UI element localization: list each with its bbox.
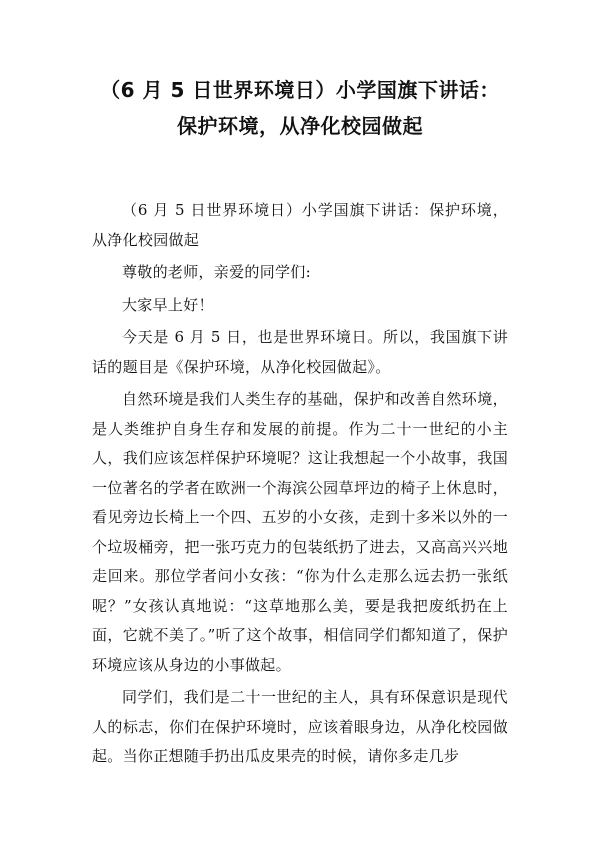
paragraph-salutation: 尊敬的老师，亲爱的同学们: bbox=[122, 263, 311, 281]
document-body bbox=[92, 196, 508, 772]
paragraph-topic: 今天是 6 月 5 日，也是世界环境日。所以，我国旗下讲话的题目是《保护环境，从净化校园做起》。 bbox=[92, 328, 508, 376]
document-title bbox=[92, 72, 508, 144]
title-line-1: （6 月 5 日世界环境日）小学国旗下讲话： bbox=[100, 78, 500, 102]
paragraph-subtitle: （6 月 5 日世界环境日）小学国旗下讲话：保护环境，从净化校园做起 bbox=[92, 201, 508, 249]
title-line-2: 保护环境，从净化校园做起 bbox=[177, 114, 423, 138]
paragraph-greeting: 大家早上好！ bbox=[122, 295, 214, 314]
paragraph-call-to-action: 同学们，我们是二十一世纪的主人，具有环保意识是现代人的标志，你们在保护环境时，应该着眼身边，从净化校园做起。当你正想随手扔出瓜皮果壳的时候，请你多走几步 bbox=[92, 688, 508, 765]
paragraph-story: 自然环境是我们人类生存的基础，保护和改善自然环境，是人类维护自身生存和发展的前提。作为二十一世纪的小主人，我们应该怎样保护环境呢？这让我想起一个小故事，我国一位著名的学者在欧洲一个海滨公园草坪边的椅子上休息时，看见旁边长椅上一个四、五岁的小女孩，走到十多米以外的一个垃圾桶旁，把一张巧克力的包装纸扔了进去，又高高兴兴地走回来。那位学者问小女孩：“你为什么走那么远去扔一张纸呢？”女孩认真地说：“这草地那么美，要是我把废纸扔在上面，它就不美了。”听了这个故事，相信同学们都知道了，保护环境应该从身边的小事做起。 bbox=[92, 390, 508, 674]
